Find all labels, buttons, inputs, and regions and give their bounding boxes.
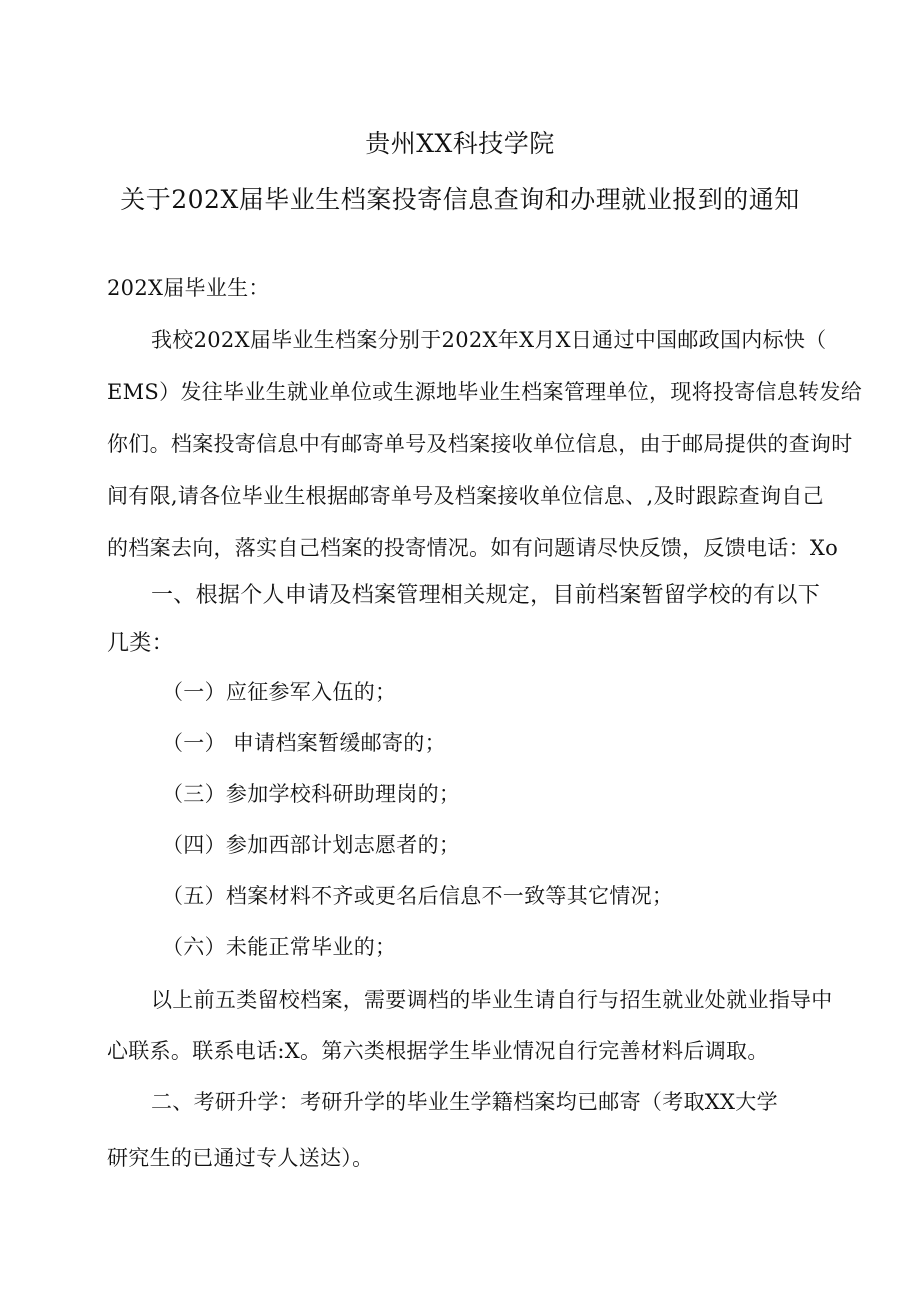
paragraph-line: 你们。档案投寄信息中有邮寄单号及档案接收单位信息，由于邮局提供的查询时	[107, 432, 853, 456]
list-item: （一） 申请档案暂缓邮寄的；	[162, 731, 446, 755]
document-title-notice: 关于202X届毕业生档案投寄信息查询和办理就业报到的通知	[120, 185, 800, 214]
paragraph-line: 心联系。联系电话:X。第六类根据学生毕业情况自行完善材料后调取。	[107, 1039, 769, 1063]
section-heading: 二、考研升学：考研升学的毕业生学籍档案均已邮寄（考取XX大学	[151, 1090, 778, 1114]
paragraph-line: 研究生的已通过专人送达）。	[107, 1146, 374, 1170]
document-title-school: 贵州XX科技学院	[365, 129, 555, 158]
list-item: （三）参加学校科研助理岗的；	[162, 782, 461, 806]
list-item: （六）未能正常毕业的；	[162, 935, 397, 959]
paragraph-line: 间有限,请各位毕业生根据邮寄单号及档案接收单位信息、,及时跟踪查询自己	[107, 484, 824, 508]
list-item: （一）应征参军入伍的；	[162, 680, 397, 704]
paragraph-line: 我校202X届毕业生档案分别于202X年X月X日通过中国邮政国内标快（	[151, 328, 827, 352]
paragraph-line: EMS）发往毕业生就业单位或生源地毕业生档案管理单位，现将投寄信息转发给	[107, 380, 863, 404]
paragraph-line: 以上前五类留校档案，需要调档的毕业生请自行与招生就业处就业指导中	[151, 988, 833, 1012]
list-item: （五）档案材料不齐或更名后信息不一致等其它情况；	[162, 884, 674, 908]
list-item: （四）参加西部计划志愿者的；	[162, 833, 461, 857]
section-heading: 一、根据个人申请及档案管理相关规定，目前档案暂留学校的有以下	[151, 583, 821, 608]
paragraph-line: 的档案去向，落实自己档案的投寄情况。如有问题请尽快反馈，反馈电话：Xo	[107, 536, 839, 560]
section-heading: 几类：	[107, 631, 174, 656]
salutation: 202X届毕业生：	[107, 276, 270, 300]
